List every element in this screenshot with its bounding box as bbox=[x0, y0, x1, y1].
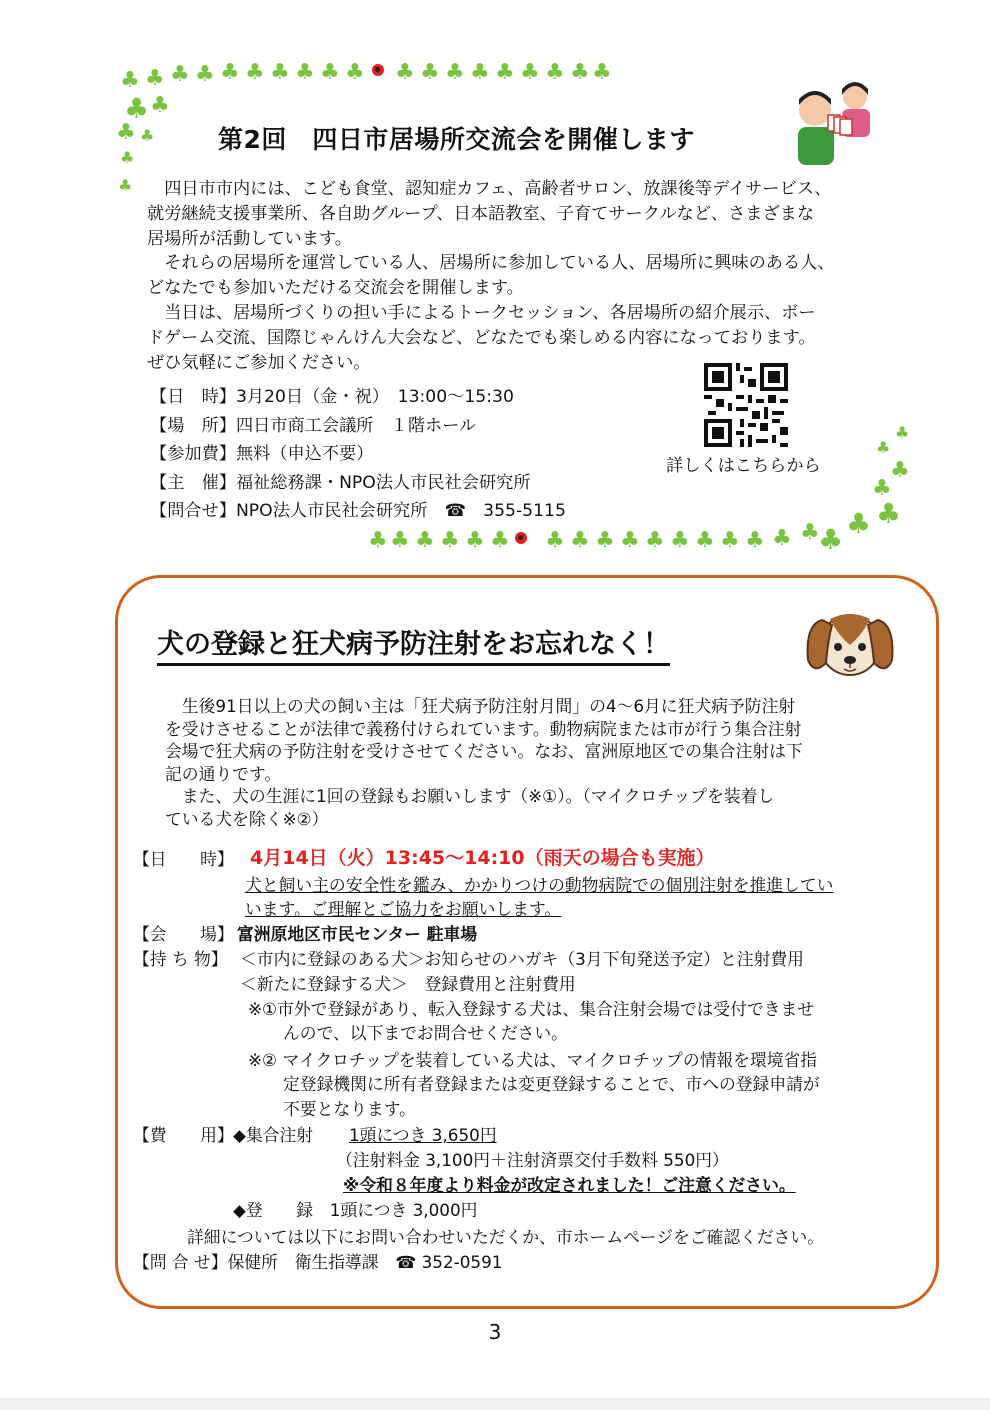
paragraph-line: ている犬を除く※②） bbox=[165, 808, 329, 829]
contact-info: 【問 合 せ】保健所 衛生指導課 ☎ 352-0591 bbox=[133, 1252, 503, 1272]
event-contact: 【問合せ】NPO法人市民社会研究所 ☎ 355-5115 bbox=[150, 501, 566, 521]
event-date: 【日 時】3月20日（金・祝） 13:00～15:30 bbox=[150, 387, 514, 407]
clover-icon: ♣ bbox=[720, 528, 740, 553]
clover-icon: ♣ bbox=[620, 528, 640, 553]
clover-icon: ♣ bbox=[800, 520, 820, 545]
footer-bar bbox=[0, 1398, 990, 1410]
event-fee: 【参加費】無料（申込不要） bbox=[150, 444, 374, 464]
clover-icon: ♣ bbox=[440, 528, 460, 553]
clover-icon: ♣ bbox=[140, 126, 155, 145]
fee-label: 【費 用】 bbox=[133, 1125, 234, 1145]
ladybug-icon bbox=[372, 64, 384, 76]
paragraph-line: 生後91日以上の犬の飼い主は「狂犬病予防注射月間」の4～6月に狂犬病予防注射 bbox=[165, 696, 796, 716]
clover-icon: ♣ bbox=[595, 528, 615, 553]
fee-breakdown: （注射料金 3,100円＋注射済票交付手数料 550円） bbox=[336, 1150, 729, 1170]
bring-item: ＜市内に登録のある犬＞お知らせのハガキ（3月下旬発送予定）と注射費用 bbox=[240, 949, 804, 969]
date-note: 犬と飼い主の安全性を鑑み、かかりつけの動物病院での個別注射を推進してい bbox=[245, 875, 834, 895]
clover-icon: ♣ bbox=[118, 176, 133, 195]
clover-icon: ♣ bbox=[465, 528, 485, 553]
note-2: 定登録機関に所有者登録または変更登録することで、市への登録申請が bbox=[283, 1074, 820, 1094]
fee-group: ◆集合注射 bbox=[233, 1125, 330, 1145]
dog-notice-title: 犬の登録と狂犬病予防注射をお忘れなく！ bbox=[157, 622, 670, 666]
clover-icon: ♣ bbox=[818, 523, 844, 556]
clover-icon: ♣ bbox=[120, 68, 140, 93]
qr-code[interactable] bbox=[704, 363, 788, 447]
paragraph-line: ぜひ気軽にご参加ください。 bbox=[147, 352, 371, 373]
paragraph-line: どなたでも参加いただける交流会を開催します。 bbox=[147, 278, 524, 299]
clover-icon: ♣ bbox=[170, 62, 190, 87]
fee-group-value: 1頭につき 3,650円 bbox=[349, 1125, 497, 1145]
clover-icon: ♣ bbox=[445, 60, 465, 85]
clover-icon: ♣ bbox=[890, 458, 910, 483]
bring-label: 【持 ち 物】 bbox=[133, 949, 228, 969]
clover-icon: ♣ bbox=[872, 476, 892, 501]
dog-notice-description bbox=[165, 693, 803, 829]
date-note: います。ご理解とご協力をお願いします。 bbox=[245, 899, 562, 919]
clover-icon: ♣ bbox=[745, 528, 765, 553]
clover-icon: ♣ bbox=[470, 60, 490, 85]
clover-icon: ♣ bbox=[695, 528, 715, 553]
date-label: 【日 時】 bbox=[133, 849, 234, 869]
clover-icon: ♣ bbox=[320, 60, 340, 85]
ladybug-icon bbox=[515, 532, 527, 544]
paragraph-line: を受けさせることが法律で義務付けられています。動物病院または市が行う集合注射 bbox=[165, 718, 802, 739]
clover-icon: ♣ bbox=[120, 148, 135, 167]
clover-icon: ♣ bbox=[195, 62, 215, 87]
event-info-list bbox=[150, 382, 566, 525]
qr-caption: 詳しくはこちらから bbox=[666, 456, 821, 476]
clover-icon: ♣ bbox=[220, 60, 240, 85]
paragraph-line: 会場で狂犬病の予防注射を受けさせてください。なお、富洲原地区での集合注射は下 bbox=[165, 741, 803, 762]
paragraph-line: 四日市市内には、こども食堂、認知症カフェ、高齢者サロン、放課後等デイサービス、 bbox=[147, 179, 832, 199]
event-organizer: 【主 催】福祉総務課・NPO法人市民社会研究所 bbox=[150, 472, 531, 493]
clover-icon: ♣ bbox=[876, 497, 902, 530]
clover-icon: ♣ bbox=[592, 60, 612, 85]
clover-icon: ♣ bbox=[876, 438, 891, 457]
fee-notice: ※令和８年度より料金が改定されました！ご注意ください。 bbox=[343, 1175, 796, 1195]
paragraph-line: 就労継続支援事業所、各自助グループ、日本語教室、子育てサークルなど、さまざまな bbox=[147, 203, 815, 224]
clover-icon: ♣ bbox=[295, 60, 315, 85]
bring-item: ＜新たに登録する犬＞ 登録費用と注射費用 bbox=[240, 974, 576, 994]
place-label: 【会 場】 bbox=[133, 924, 234, 944]
clover-icon: ♣ bbox=[895, 423, 910, 442]
clover-icon: ♣ bbox=[415, 528, 435, 553]
paragraph-line: 居場所が活動しています。 bbox=[147, 228, 352, 249]
clover-icon: ♣ bbox=[390, 528, 410, 553]
place-value: 富洲原地区市民センター 駐車場 bbox=[237, 924, 478, 944]
event-description bbox=[147, 177, 835, 375]
clover-icon: ♣ bbox=[772, 526, 792, 551]
clover-icon: ♣ bbox=[545, 60, 565, 85]
date-value: 4月14日（火）13:45～14:10（雨天の場合も実施） bbox=[250, 847, 715, 869]
clover-icon: ♣ bbox=[124, 92, 150, 125]
event-place: 【場 所】四日市商工会議所 １階ホール bbox=[150, 415, 477, 436]
clover-icon: ♣ bbox=[570, 60, 590, 85]
clover-icon: ♣ bbox=[395, 60, 415, 85]
clover-icon: ♣ bbox=[846, 507, 872, 540]
note-1: ※①市外で登録があり、転入登録する犬は、集合注射会場では受付できませ bbox=[248, 999, 815, 1019]
clover-icon: ♣ bbox=[645, 528, 665, 553]
clover-icon: ♣ bbox=[520, 60, 540, 85]
clover-icon: ♣ bbox=[368, 528, 388, 553]
clover-icon: ♣ bbox=[345, 60, 365, 85]
clover-icon: ♣ bbox=[116, 120, 136, 145]
note-2: 不要となります。 bbox=[283, 1099, 416, 1119]
clover-icon: ♣ bbox=[545, 528, 565, 553]
clover-icon: ♣ bbox=[145, 66, 165, 91]
clover-icon: ♣ bbox=[490, 528, 510, 553]
paragraph-line: 記の通りです。 bbox=[165, 763, 282, 784]
event-title: 第2回 四日市居場所交流会を開催します bbox=[218, 125, 695, 154]
note-2: ※② マイクロチップを装着している犬は、マイクロチップの情報を環境省指 bbox=[248, 1050, 818, 1070]
kids-playing-cards-illustration bbox=[770, 75, 890, 170]
paragraph-line: それらの居場所を運営している人、居場所に参加している人、居場所に興味のある人、 bbox=[147, 253, 835, 274]
paragraph-line: また、犬の生涯に1回の登録もお願いします（※①）。（マイクロチップを装着し bbox=[165, 786, 775, 807]
clover-icon: ♣ bbox=[570, 528, 590, 553]
note-1: んので、以下までお問合せください。 bbox=[283, 1023, 568, 1043]
clover-icon: ♣ bbox=[420, 60, 440, 85]
paragraph-line: ドゲーム交流、国際じゃんけん大会など、どなたでも楽しめる内容になっております。 bbox=[147, 327, 816, 348]
details-text: 詳細については以下にお問い合わせいただくか、市ホームページをご確認ください。 bbox=[187, 1227, 825, 1247]
dog-face-icon bbox=[800, 605, 900, 685]
clover-icon: ♣ bbox=[670, 528, 690, 553]
clover-icon: ♣ bbox=[270, 60, 290, 85]
paragraph-line: 当日は、居場所づくりの担い手によるトークセッション、各居場所の紹介展示、ボー bbox=[147, 302, 816, 323]
page-number: 3 bbox=[488, 1320, 502, 1344]
clover-icon: ♣ bbox=[150, 93, 170, 118]
clover-icon: ♣ bbox=[245, 60, 265, 85]
fee-registration: ◆登 録 1頭につき 3,000円 bbox=[233, 1200, 478, 1220]
clover-icon: ♣ bbox=[495, 60, 515, 85]
